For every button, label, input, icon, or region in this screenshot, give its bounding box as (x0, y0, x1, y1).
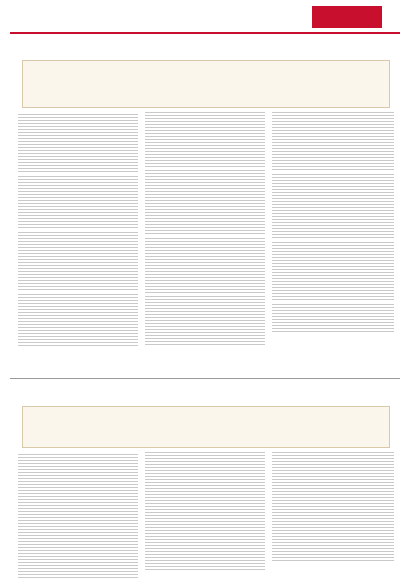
article1-paragraph (272, 304, 394, 334)
article1-paragraph (145, 296, 265, 346)
article1-paragraph (145, 112, 265, 168)
article1-column-1 (18, 112, 138, 350)
masthead-divider (10, 32, 400, 34)
article2-paragraph (18, 502, 138, 542)
article1-column-3 (272, 112, 394, 336)
section-tag (312, 6, 382, 28)
article2-paragraph (272, 452, 394, 492)
article2-paragraph (145, 542, 265, 572)
article2-paragraph (145, 494, 265, 540)
article1-paragraph (18, 114, 138, 174)
article2-lead-box (22, 406, 390, 448)
masthead (0, 0, 410, 42)
article2-column-1 (18, 452, 138, 582)
article1-paragraph (18, 176, 138, 230)
article2-column-2 (145, 452, 265, 574)
article2-paragraph (18, 544, 138, 580)
article2-column-3 (272, 452, 394, 564)
article1-paragraph (272, 112, 394, 172)
article1-paragraph (145, 170, 265, 236)
article1-paragraph (18, 294, 138, 348)
article1-column-2 (145, 112, 265, 348)
article2-paragraph (272, 542, 394, 562)
article1-paragraph (18, 232, 138, 292)
article2-paragraph (272, 494, 394, 540)
article-divider (10, 378, 400, 379)
article1-paragraph (272, 174, 394, 240)
article1-lead-box (22, 60, 390, 108)
article2-paragraph (18, 454, 138, 500)
article2-paragraph (145, 452, 265, 492)
article1-paragraph (145, 238, 265, 294)
article1-paragraph (272, 242, 394, 302)
